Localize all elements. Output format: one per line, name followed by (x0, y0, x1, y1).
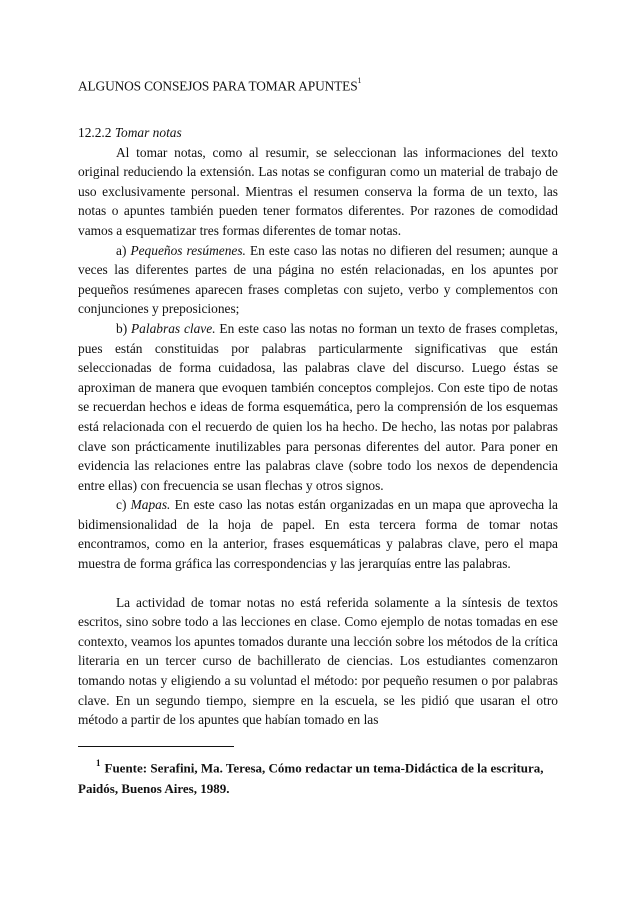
title-text: ALGUNOS CONSEJOS PARA TOMAR APUNTES (78, 78, 358, 94)
section-heading (78, 123, 558, 143)
footnote (78, 754, 562, 799)
paragraph-gap (78, 574, 558, 593)
paragraph-4 (78, 495, 558, 573)
paragraph-2 (78, 241, 558, 319)
footnote-separator (78, 746, 234, 747)
paragraph-2-lead: a) (116, 242, 131, 258)
paragraph-4-term: Mapas. (130, 497, 171, 513)
title-footnote-marker: 1 (357, 76, 362, 85)
paragraph-3 (78, 319, 558, 495)
section-title: Tomar notas (114, 125, 182, 140)
paragraph-4-lead: c) (116, 497, 131, 513)
paragraph-3-text: En este caso las notas no forman un texto de frases completas, pues están constituidas por palabras particularmente significativas que están seleccionadas de forma cuidadosa, las palabras clave del discurso. Luego éstas se aproximan de manera que evoquen también conceptos complejos. Con este tipo de notas se recuerdan hechos e ideas de forma esquemática, pero la comprensión de los esquemas está relacionada con el recuerdo de quien los ha hecho. De hecho, las notas por palabras clave son prácticamente inutilizables para personas diferentes del autor. Para poner en evidencia las relaciones entre las palabras clave (sobre todo los nexos de dependencia entre ellas) con frecuencia se usan flechas y otros signos. (78, 320, 558, 493)
footnote-marker: 1 (96, 758, 101, 768)
paragraph-4-text: En este caso las notas están organizadas en un mapa que aprovecha la bidimensionalidad de la hoja de papel. En esta tercera forma de tomar notas encontramos, como en la anterior, frases esquemáticas y palabras clave, pero el mapa muestra de forma gráfica las correspondencias y las jerarquías entre las palabras. (78, 497, 558, 572)
paragraph-5 (78, 593, 558, 730)
section-number: 12.2.2 (78, 125, 112, 140)
document-body (78, 126, 558, 730)
paragraph-2-term: Pequeños resúmenes. (130, 242, 246, 258)
paragraph-3-term: Palabras clave. (131, 320, 216, 336)
paragraph-2-text: En este caso las notas no difieren del resumen; aunque a veces las diferentes partes de una página no estén relacionadas, en los apuntes por pequeños resúmenes aparecen frases completas con sujeto, verbo y complementos con conjunciones y preposiciones; (78, 242, 558, 317)
paragraph-3-lead: b) (116, 320, 131, 336)
paragraph-1-text: Al tomar notas, como al resumir, se seleccionan las informaciones del texto original reduciendo la extensión. Las notas se configuran como un material de trabajo de uso exclusivamente personal. Mientras el resumen conserva la forma de un texto, las notas o apuntes también pueden tener formatos diferentes. Por razones de comodidad vamos a esquematizar tres formas diferentes de tomar notas. (78, 144, 558, 238)
document-title (78, 78, 361, 94)
paragraph-5-text: La actividad de tomar notas no está referida solamente a la síntesis de textos escritos, sino sobre todo a las lecciones en clase. Como ejemplo de notas tomadas en ese contexto, veamos los apuntes tomados durante una lección sobre los métodos de la crítica literaria en un tercer curso de bachillerato de ciencias. Los estudiantes comenzaron tomando notas y eligiendo a su voluntad el método: por pequeño resumen o por palabras clave. En un segundo tiempo, siempre en la escuela, se les pidió que usaran el otro método a partir de los apuntes que habían tomado en las (78, 594, 558, 728)
paragraph-1 (78, 143, 558, 241)
footnote-text: Fuente: Serafini, Ma. Teresa, Cómo redactar un tema-Didáctica de la escritura, Paidós, Buenos Aires, 1989. (78, 760, 544, 797)
